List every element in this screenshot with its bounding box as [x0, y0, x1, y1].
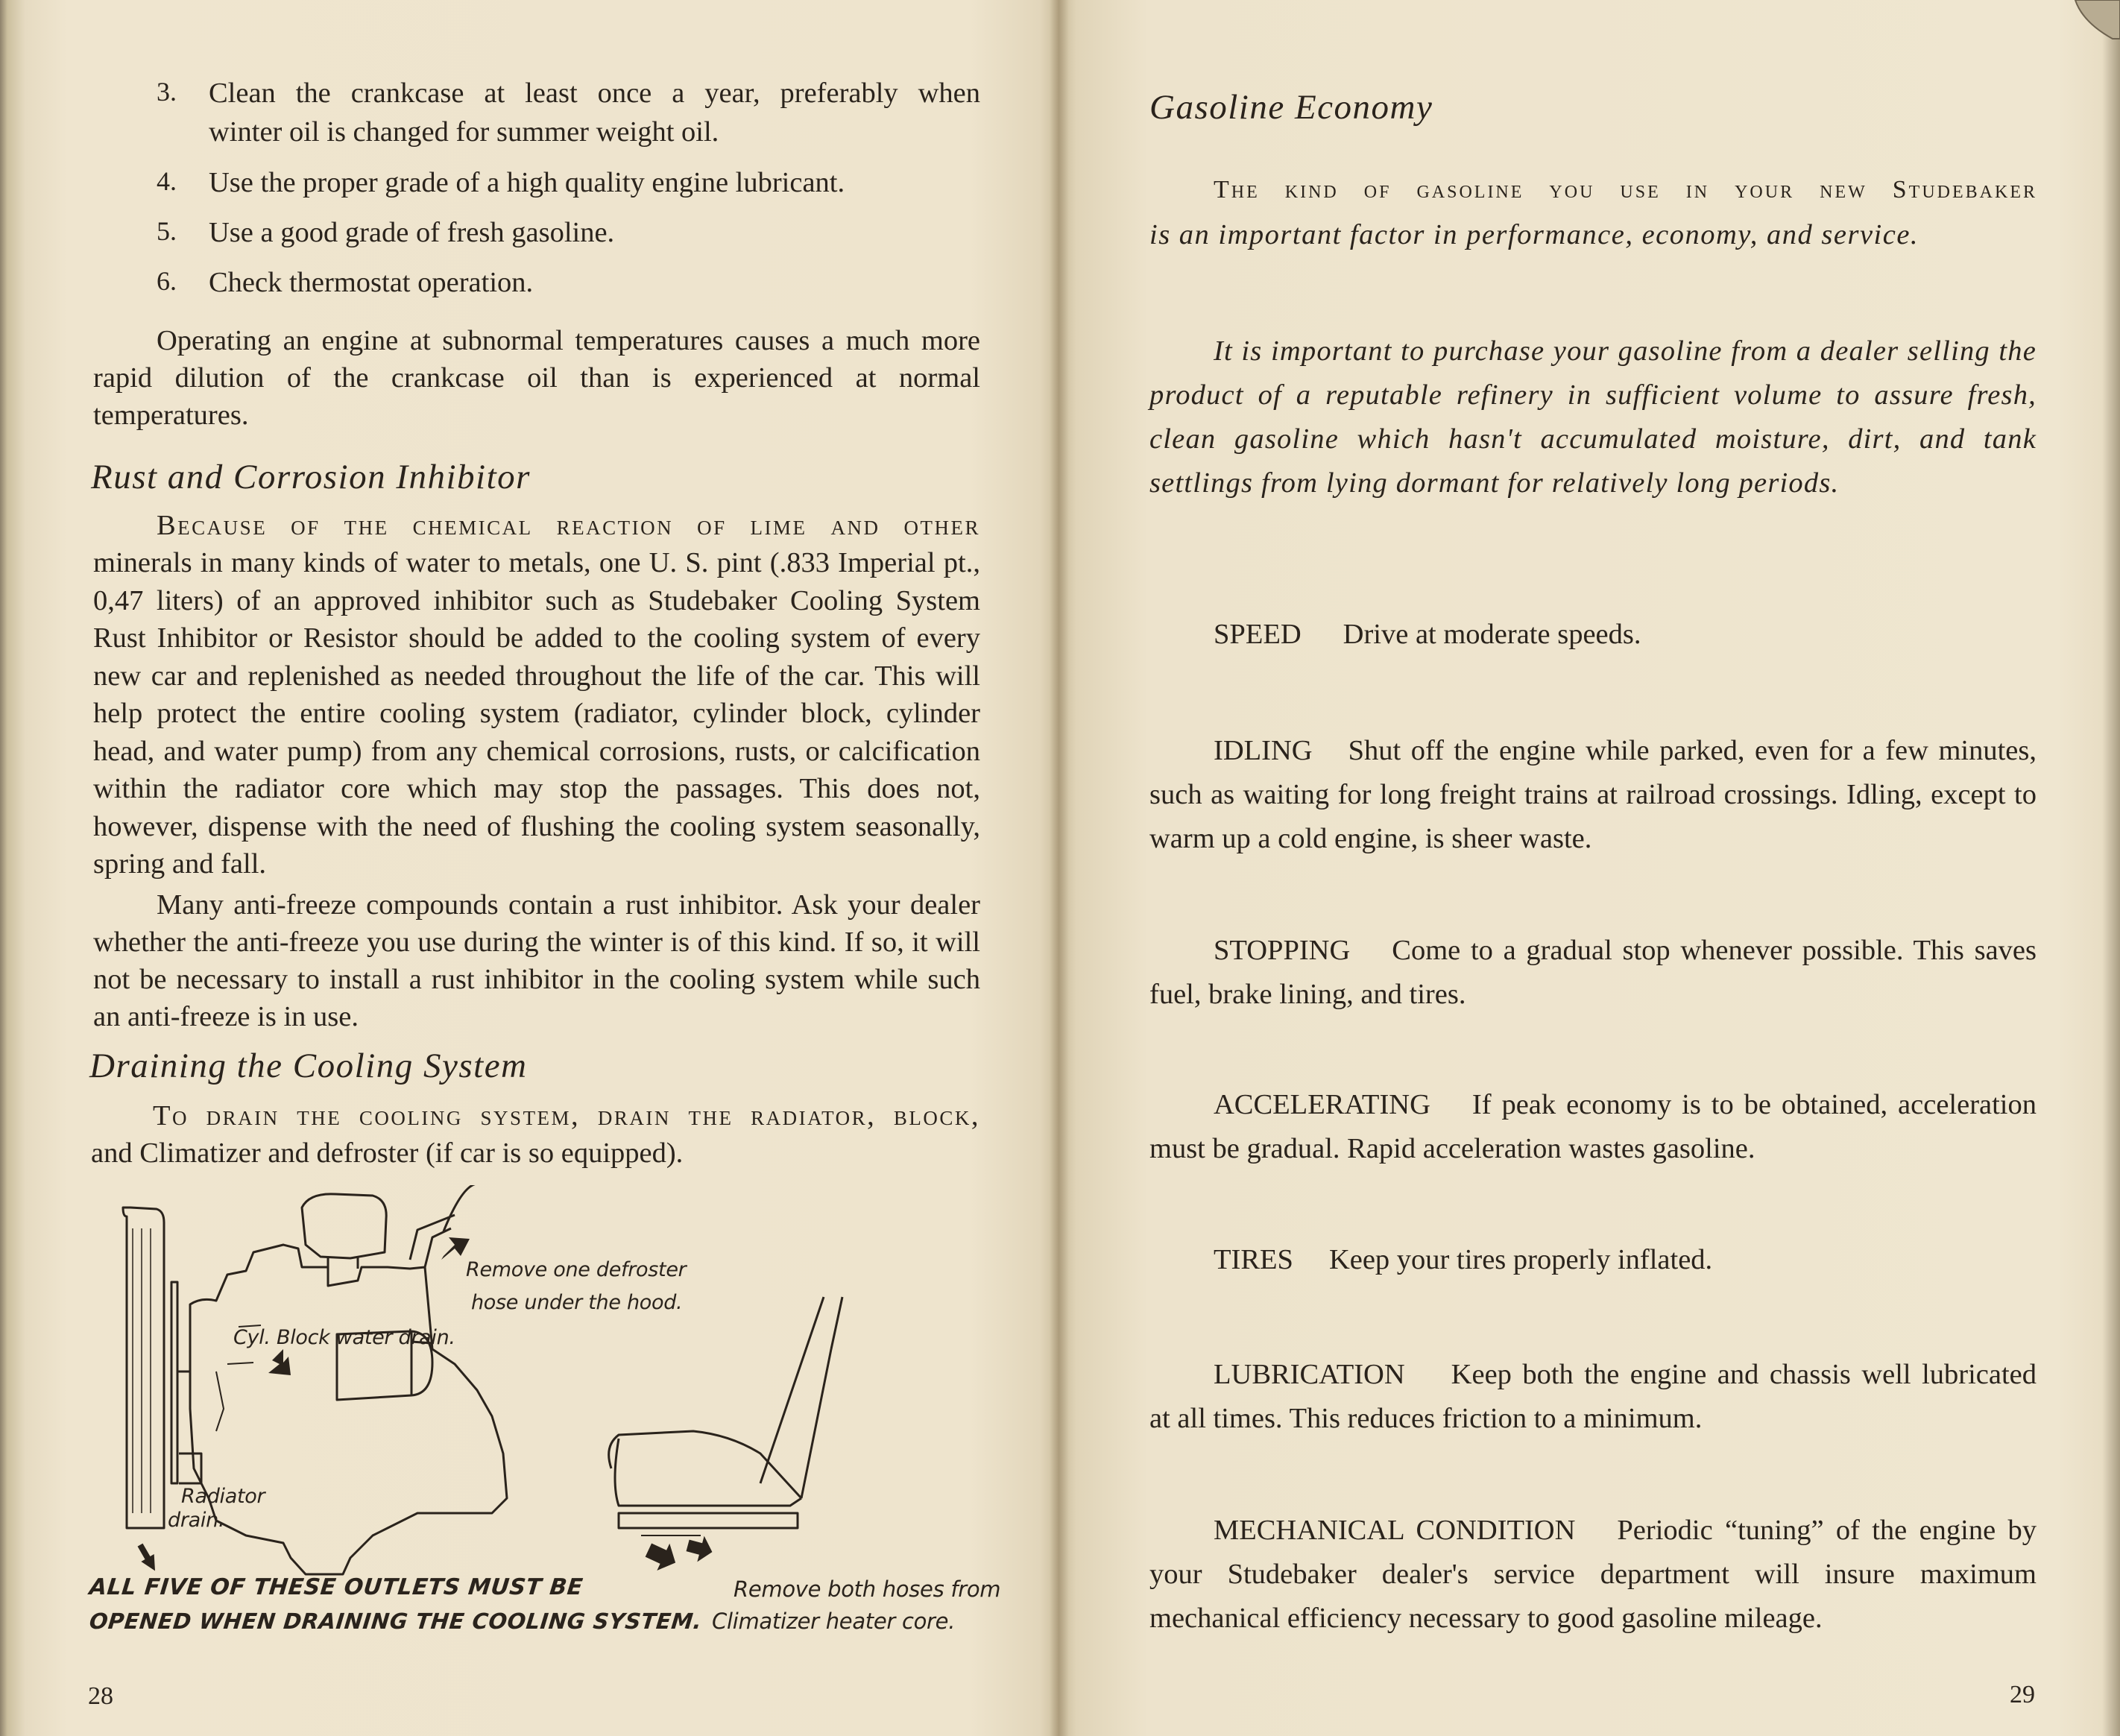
list-number: 6. [157, 266, 177, 296]
purchase-paragraph: It is important to purchase your gasoline from a dealer selling the product of a reputable refinery in sufficient volume to assure fresh, clean gasoline which hasn't accumulated moisture, dirt, and tank settlings from lying dormant for relatively long periods. [1149, 335, 2037, 499]
defroster-hose [444, 1185, 477, 1231]
radiator-outline [123, 1208, 164, 1528]
tip-term: ACCELERATING [1214, 1089, 1430, 1120]
tip-text: If peak economy is to be obtained, acceleration must be gradual. Rapid acceleration wastes gasoline. [1149, 1089, 2037, 1164]
callout-defroster-line1: Remove one defroster [466, 1258, 687, 1281]
list-item-6: Check thermostat operation. [209, 267, 534, 298]
drain-lead: To drain the cooling system, drain the radiator, block, [153, 1100, 980, 1131]
callout-block-drain: Cyl. Block water drain. [233, 1326, 455, 1349]
list-number: 3. [157, 77, 177, 107]
tip-text: Drive at moderate speeds. [1343, 619, 1641, 650]
gasoline-heading: Gasoline Economy [1149, 88, 1433, 127]
rust-lead: Because of the chemical reaction of lime and other [157, 510, 980, 541]
tip-text: Keep your tires properly inflated. [1328, 1244, 1713, 1275]
left-page [0, 0, 1059, 1736]
engine-block [190, 1245, 507, 1574]
tip-term: IDLING [1214, 735, 1313, 766]
tip-accelerating [1149, 1083, 2037, 1171]
callout-radiator-line2: drain. [168, 1509, 225, 1532]
callout-climatizer-line2: Climatizer heater core. [712, 1609, 956, 1634]
tip-lubrication [1149, 1353, 2037, 1441]
climatizer-seat [609, 1297, 842, 1506]
tip-term: SPEED [1214, 619, 1302, 650]
callout-climatizer-line1: Remove both hoses from [734, 1576, 1001, 1602]
intro-lead: The kind of gasoline you use in your new Studebaker [1214, 176, 2037, 203]
diagram-caption-line2: OPENED WHEN DRAINING THE COOLING SYSTEM. [88, 1609, 704, 1634]
callout-defroster-line2: hose under the hood. [471, 1291, 683, 1314]
tip-speed [1149, 616, 2037, 653]
tip-stopping [1149, 929, 2037, 1017]
tip-text: Come to a gradual stop whenever possible. This saves fuel, brake lining, and tires. [1149, 935, 2037, 1010]
tip-term: LUBRICATION [1214, 1359, 1405, 1390]
antifreeze-paragraph: Many anti-freeze compounds contain a rust inhibitor. Ask your dealer whether the anti-freeze you use during the winter is of this kind. If so, it will not be necessary to install a rust inhibitor in the cooling system while such an anti-freeze is in use. [93, 889, 980, 1032]
operating-paragraph: Operating an engine at subnormal temperatures causes a much more rapid dilution of the crankcase oil than is experienced at normal temperatures. [93, 325, 980, 431]
diagram-caption-line1: ALL FIVE OF THESE OUTLETS MUST BE [88, 1574, 584, 1600]
callout-radiator-line1: Radiator [181, 1485, 265, 1508]
tip-text: Periodic “tuning” of the engine by your Studebaker dealer's service department will insure maximum mechanical efficiency necessary to good gasoline mileage. [1149, 1515, 2037, 1634]
list-item-4: Use the proper grade of a high quality engine lubricant. [209, 167, 845, 198]
air-cleaner [302, 1194, 386, 1258]
page-corner-curl [2068, 0, 2120, 45]
page-number-right: 29 [2010, 1681, 2035, 1708]
draining-heading: Draining the Cooling System [89, 1047, 528, 1085]
drain-body: and Climatizer and defroster (if car is so equipped). [91, 1137, 684, 1169]
tip-text: Shut off the engine while parked, even for a few minutes, such as waiting for long freight trains at railroad crossings. Idling, except to warm up a cold engine, is sheer waste. [1149, 735, 2037, 854]
list-item-3-line2: winter oil is changed for summer weight oil. [209, 116, 719, 148]
list-item-3-line1: Clean the crankcase at least once a year, preferably when [209, 78, 980, 109]
tip-idling [1149, 729, 2037, 861]
rust-body: minerals in many kinds of water to metals, one U. S. pint (.833 Imperial pt., 0,47 liters) of an approved inhibitor such as Studebaker Cooling System Rust Inhibitor or Resistor should be added to the cooling system of every new car and replenished as needed throughout the life of the car. This will help protect the entire cooling system (radiator, cylinder block, cylinder head, and water pump) from any chemical corrosions, rusts, or calcification within the radiator core which may stop the passages. This does not, however, dispense with the need of flushing the cooling system seasonally, spring and fall. [93, 547, 980, 880]
tip-text: Keep both the engine and chassis well lubricated at all times. This reduces friction to a minimum. [1149, 1359, 2037, 1434]
page-number-left: 28 [88, 1682, 113, 1710]
tip-tires [1149, 1241, 2037, 1278]
list-number: 4. [157, 166, 177, 196]
intro-rest: is an important factor in performance, economy, and service. [1149, 219, 1919, 250]
arrow-radiator [133, 1541, 161, 1575]
arrow-climatizer-1 [642, 1536, 681, 1576]
tip-term: MECHANICAL CONDITION [1214, 1515, 1576, 1546]
tip-mechanical-condition [1149, 1509, 2037, 1641]
cooling-system-diagram [104, 1185, 991, 1603]
rust-heading: Rust and Corrosion Inhibitor [91, 458, 531, 496]
arrow-climatizer-2 [684, 1533, 716, 1565]
list-number: 5. [157, 216, 177, 246]
right-page [1059, 0, 2120, 1736]
tip-term: STOPPING [1214, 935, 1351, 966]
tip-term: TIRES [1214, 1244, 1293, 1275]
book-gutter [1050, 0, 1069, 1736]
list-item-5: Use a good grade of fresh gasoline. [209, 217, 615, 248]
